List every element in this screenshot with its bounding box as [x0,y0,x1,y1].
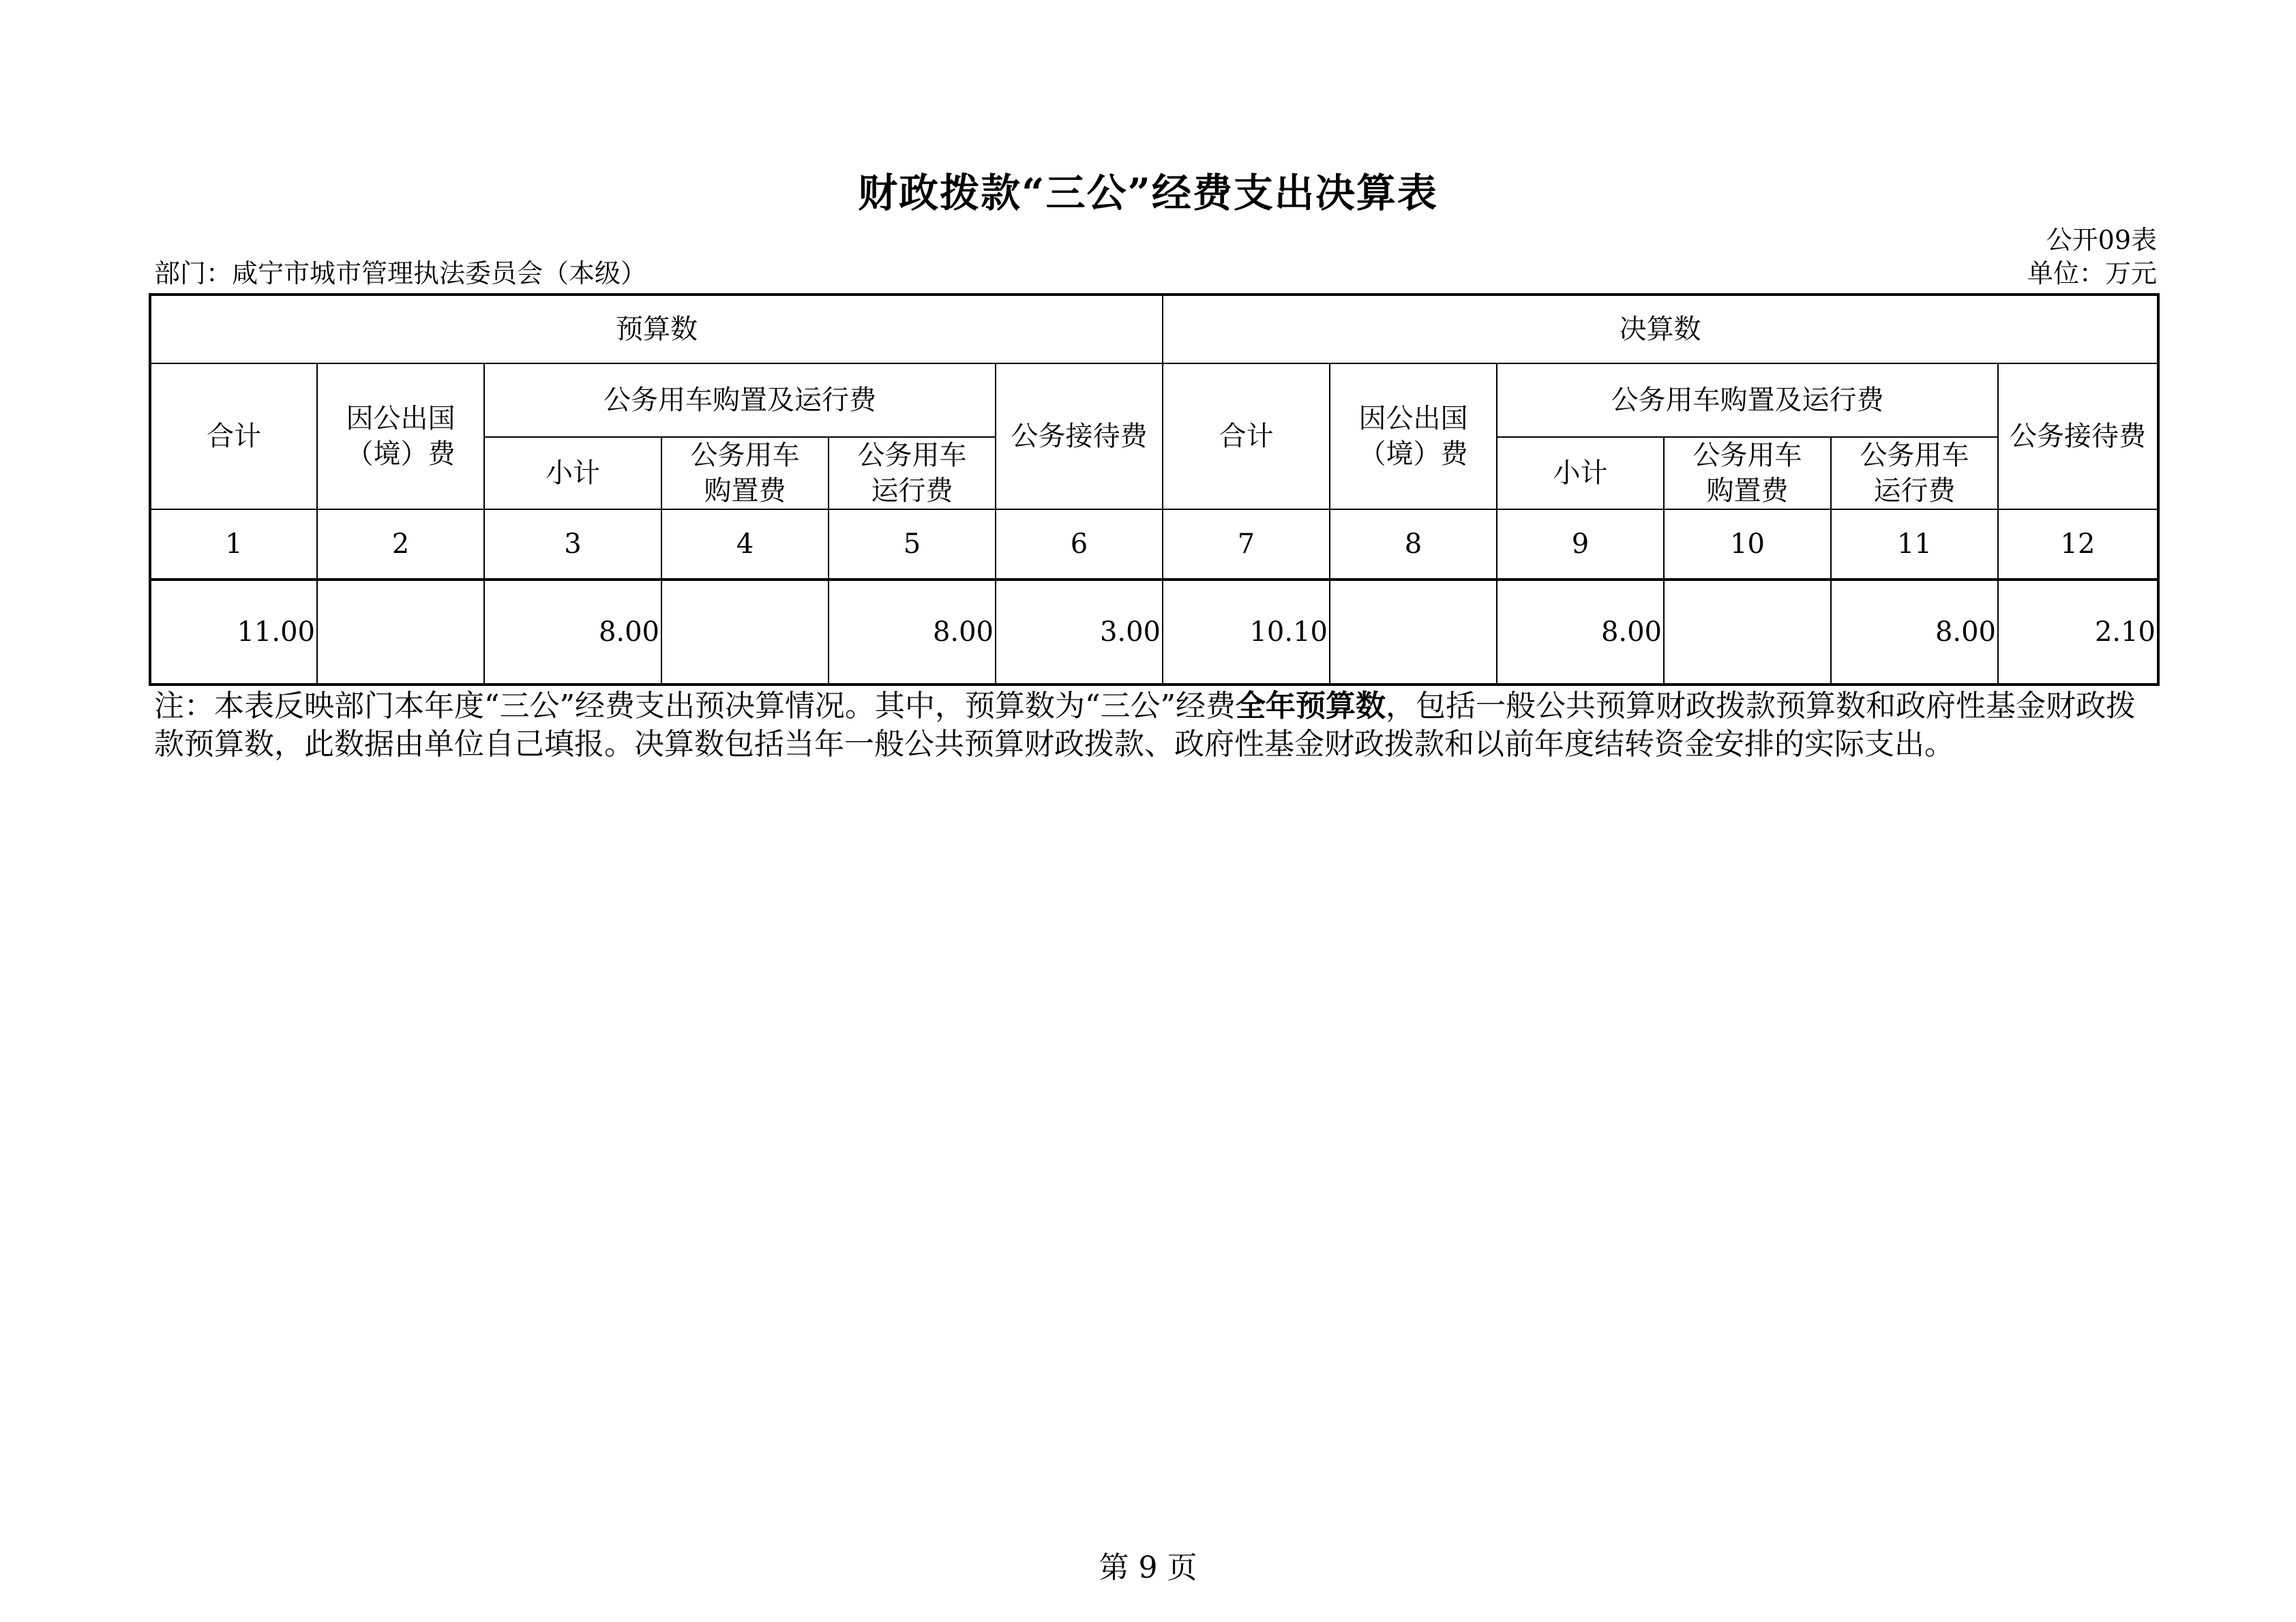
index-cell: 8 [1330,509,1497,580]
final-abroad-line2: （境）费 [1358,438,1468,470]
final-abroad-line1: 因公出国 [1358,403,1468,434]
budget-vehicle-header: 公务用车购置及运行费 [484,363,996,437]
final-running-header [1831,437,1998,509]
budget-reception-value: 3.00 [996,580,1163,685]
index-cell: 6 [996,509,1163,580]
budget-subtotal-header: 小计 [484,437,661,509]
column-index-row [150,509,2158,580]
header-category-row [150,363,2158,437]
final-abroad-header [1330,363,1497,509]
budget-subtotal-value: 8.00 [484,580,661,685]
data-row [150,580,2158,685]
final-purchase-line2: 购置费 [1706,475,1789,507]
budget-purchase-value [661,580,829,685]
final-purchase-line1: 公务用车 [1693,440,1802,471]
table-note [154,687,2145,764]
three-public-expenses-table [149,293,2160,686]
budget-running-value: 8.00 [829,580,996,685]
budget-abroad-value [317,580,484,685]
page-title: 财政拨款“三公”经费支出决算表 [858,170,1438,216]
index-cell: 1 [150,509,317,580]
index-cell: 2 [317,509,484,580]
final-vehicle-header: 公务用车购置及运行费 [1497,363,1998,437]
department-label: 部门：咸宁市城市管理执法委员会（本级） [154,258,647,288]
budget-purchase-line2: 购置费 [704,475,786,507]
budget-purchase-line1: 公务用车 [690,440,800,471]
header-group-row [150,295,2158,363]
final-running-value: 8.00 [1831,580,1998,685]
index-cell: 3 [484,509,661,580]
index-cell: 12 [1998,509,2158,580]
budget-reception-header: 公务接待费 [996,363,1163,509]
final-subtotal-value: 8.00 [1497,580,1664,685]
final-purchase-value [1664,580,1831,685]
index-cell: 11 [1831,509,1998,580]
final-reception-value: 2.10 [1998,580,2158,685]
index-cell: 5 [829,509,996,580]
note-text-2: ，包括一般公共预算财政拨款预算数和政府性基金财政拨款预算数，此数据由单位自己填报。决算数包括当年一般公共预算财政拨款、政府性基金财政拨款和以前年度结转资金安排的实际支出。 [154,689,2136,762]
final-abroad-value [1330,580,1497,685]
final-total-header: 合计 [1163,363,1330,509]
final-subtotal-header: 小计 [1497,437,1664,509]
final-reception-header: 公务接待费 [1998,363,2158,509]
final-total-value: 10.10 [1163,580,1330,685]
budget-group-header: 预算数 [150,295,1163,363]
note-bold-text: 全年预算数 [1235,689,1386,723]
budget-running-line1: 公务用车 [857,440,967,471]
note-text-1: 注：本表反映部门本年度“三公”经费支出预决算情况。其中，预算数为“三公”经费 [154,689,1236,723]
final-running-line2: 运行费 [1873,475,1956,507]
budget-total-value: 11.00 [150,580,317,685]
final-purchase-header [1664,437,1831,509]
index-cell: 4 [661,509,829,580]
budget-running-line2: 运行费 [871,475,953,507]
index-cell: 10 [1664,509,1831,580]
final-running-line1: 公务用车 [1860,440,1969,471]
page-number: 第 9 页 [1099,1550,1197,1585]
budget-abroad-header [317,363,484,509]
unit-label: 单位：万元 [2027,258,2157,288]
budget-purchase-header [661,437,829,509]
budget-abroad-line2: （境）费 [346,438,456,470]
form-code: 公开09表 [2046,225,2157,255]
index-cell: 9 [1497,509,1664,580]
index-cell: 7 [1163,509,1330,580]
budget-total-header: 合计 [150,363,317,509]
budget-abroad-line1: 因公出国 [346,403,456,434]
budget-running-header [829,437,996,509]
final-group-header: 决算数 [1163,295,2158,363]
